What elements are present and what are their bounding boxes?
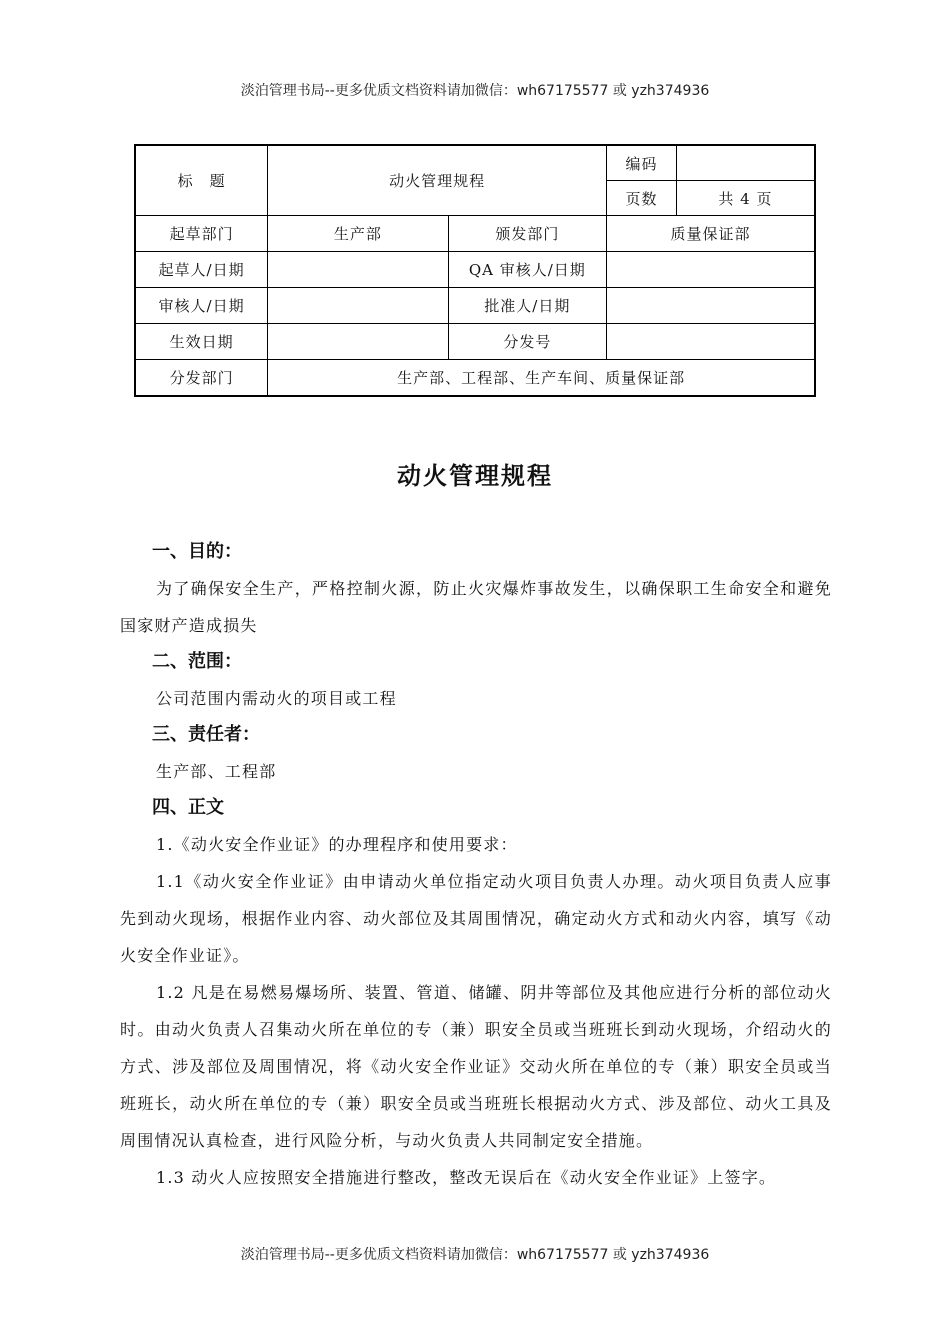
drafter-value xyxy=(268,252,448,288)
document-title: 动火管理规程 xyxy=(397,462,553,490)
pages-value: 共 4 页 xyxy=(676,181,815,216)
approver-value xyxy=(607,288,815,324)
qa-reviewer-value xyxy=(607,252,815,288)
pages-label: 页数 xyxy=(607,181,677,216)
draft-dept-value: 生产部 xyxy=(268,216,448,252)
purpose-heading: 一、目的： xyxy=(152,541,242,562)
title-value: 动火管理规程 xyxy=(268,145,607,216)
code-label: 编码 xyxy=(607,145,677,181)
purpose-text: 为了确保安全生产，严格控制火源，防止火灾爆炸事故发生，以确保职工生命安全和避免国家财产造成损失 xyxy=(120,579,832,635)
item-1: 1.《动火安全作业证》的办理程序和使用要求： xyxy=(156,835,518,854)
title-label: 标 题 xyxy=(135,145,268,216)
qa-reviewer-label: QA 审核人/日期 xyxy=(448,252,607,288)
distribution-number-value xyxy=(607,324,815,360)
responsible-text: 生产部、工程部 xyxy=(156,762,277,781)
footer-watermark: 淡泊管理书局--更多优质文档资料请加微信：wh67175577 或 yzh374936 xyxy=(240,1247,710,1263)
approver-label: 批准人/日期 xyxy=(448,288,607,324)
effective-date-label: 生效日期 xyxy=(135,324,268,360)
draft-dept-label: 起草部门 xyxy=(135,216,268,252)
distribution-number-label: 分发号 xyxy=(448,324,607,360)
distribution-dept-value: 生产部、工程部、生产车间、质量保证部 xyxy=(268,360,815,397)
scope-text: 公司范围内需动火的项目或工程 xyxy=(156,689,397,708)
effective-date-value xyxy=(268,324,448,360)
issue-dept-label: 颁发部门 xyxy=(448,216,607,252)
item-1-2: 1.2 凡是在易燃易爆场所、装置、管道、储罐、阴井等部位及其他应进行分析的部位动火时。由动火负责人召集动火所在单位的专（兼）职安全员或当班班长到动火现场，介绍动火的方式、涉及部位及周围情况，将《动火安全作业证》交动火所在单位的专（兼）职安全员或当班班长，动火所在单位的专（兼）职安全员或当班班长根据动火方式、涉及部位、动火工具及周围情况认真检查，进行风险分析，与动火负责人共同制定安全措施。 xyxy=(120,983,832,1150)
item-1-3: 1.3 动火人应按照安全措施进行整改，整改无误后在《动火安全作业证》上签字。 xyxy=(156,1168,777,1187)
distribution-dept-label: 分发部门 xyxy=(135,360,268,397)
code-value xyxy=(676,145,815,181)
document-body xyxy=(120,534,832,1196)
scope-heading: 二、范围： xyxy=(152,651,242,672)
responsible-heading: 三、责任者： xyxy=(152,724,260,745)
document-meta-table xyxy=(134,144,816,397)
body-heading: 四、正文 xyxy=(152,797,224,818)
reviewer-value xyxy=(268,288,448,324)
issue-dept-value: 质量保证部 xyxy=(607,216,815,252)
drafter-label: 起草人/日期 xyxy=(135,252,268,288)
header-watermark: 淡泊管理书局--更多优质文档资料请加微信：wh67175577 或 yzh374936 xyxy=(240,83,710,99)
reviewer-label: 审核人/日期 xyxy=(135,288,268,324)
item-1-1: 1.1《动火安全作业证》由申请动火单位指定动火项目负责人办理。动火项目负责人应事先到动火现场，根据作业内容、动火部位及其周围情况，确定动火方式和动火内容，填写《动火安全作业证》。 xyxy=(120,872,832,965)
